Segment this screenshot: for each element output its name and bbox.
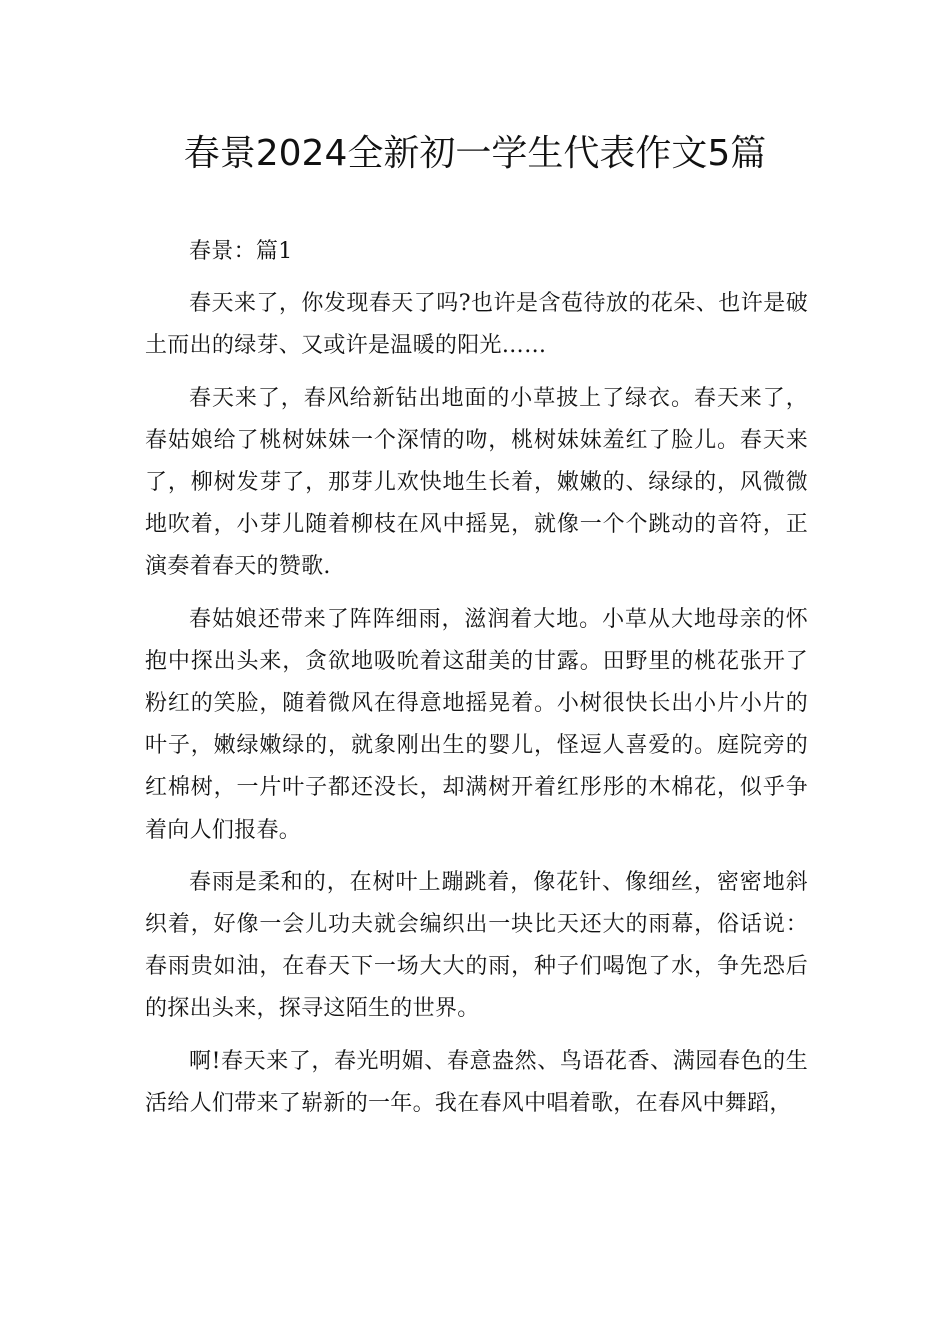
paragraph: 春天来了，春风给新钻出地面的小草披上了绿衣。春天来了，春姑娘给了桃树妹妹一个深情的吻，桃树妹妹羞红了脸儿。春天来了，柳树发芽了，那芽儿欢快地生长着，嫩嫩的、绿绿的，风微微地吹着，小芽儿随着柳枝在风中摇晃，就像一个个跳动的音符，正演奏着春天的赞歌.: [145, 385, 808, 580]
paragraph: 春姑娘还带来了阵阵细雨，滋润着大地。小草从大地母亲的怀抱中探出头来，贪欲地吸吮着这甜美的甘露。田野里的桃花张开了粉红的笑脸，随着微风在得意地摇晃着。小树很快长出小片小片的叶子，嫩绿嫩绿的，就象刚出生的婴儿，怪逗人喜爱的。庭院旁的红棉树，一片叶子都还没长，却满树开着红彤彤的木棉花，似乎争着向人们报春。: [145, 606, 808, 843]
paragraph: 春雨是柔和的，在树叶上蹦跳着，像花针、像细丝，密密地斜织着，好像一会儿功夫就会编织出一块比天还大的雨幕，俗话说：春雨贵如油，在春天下一场大大的雨，种子们喝饱了水，争先恐后的探出头来，探寻这陌生的世界。: [145, 869, 808, 1022]
document-title: 春景2024全新初一学生代表作文5篇: [183, 133, 767, 174]
document-body: [145, 231, 808, 1125]
paragraph: 啊!春天来了，春光明媚、春意盎然、鸟语花香、满园春色的生活给人们带来了崭新的一年。我在春风中唱着歌，在春风中舞蹈，: [145, 1048, 808, 1116]
section-heading: 春景：篇1: [189, 239, 293, 264]
paragraph: 春天来了，你发现春天了吗?也许是含苞待放的花朵、也许是破土而出的绿芽、又或许是温暖的阳光……: [145, 291, 808, 359]
